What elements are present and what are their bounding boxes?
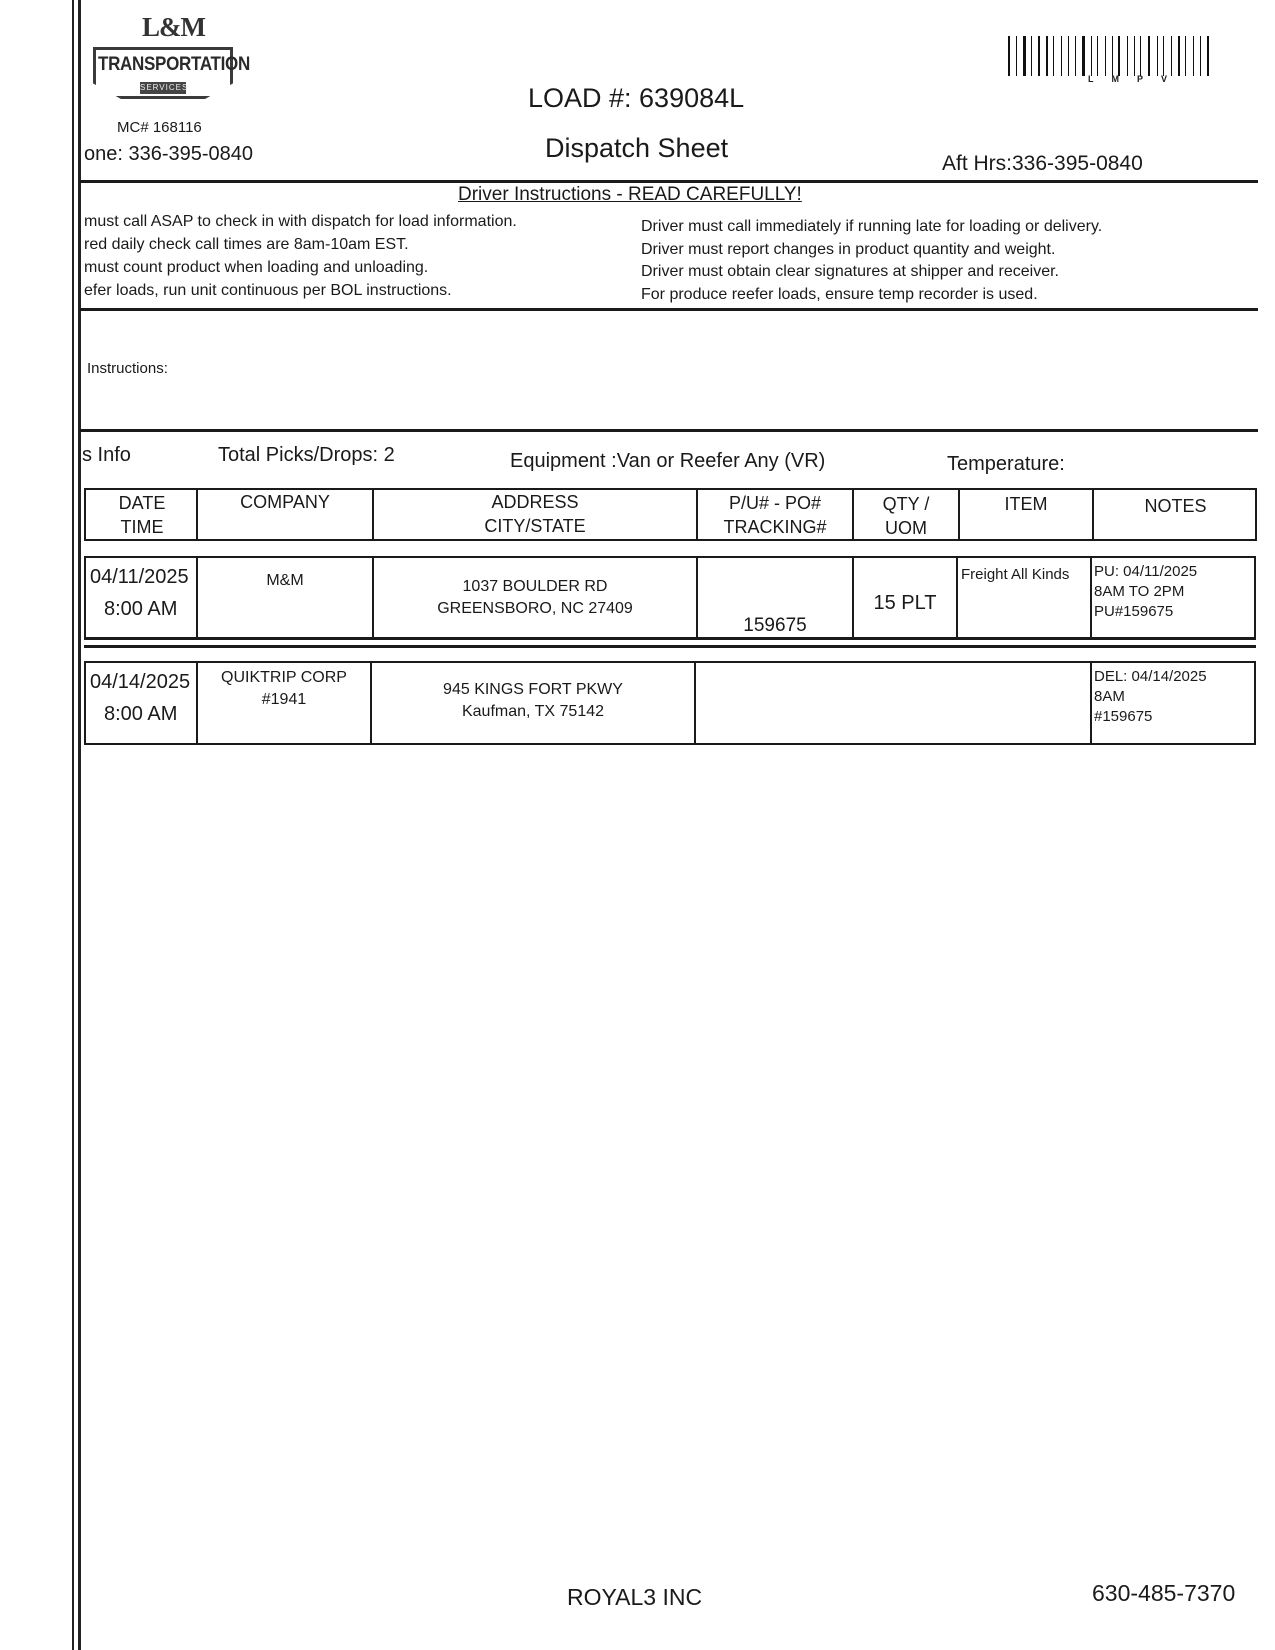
barcode-bar [1115, 36, 1116, 76]
barcode-bar [1144, 36, 1146, 76]
barcode-bar [1182, 36, 1183, 76]
barcode-bar [1112, 36, 1113, 76]
barcode-bar [1137, 36, 1138, 76]
barcode-bar [1157, 36, 1158, 76]
barcode-bar [1118, 36, 1120, 76]
barcode-bar [1160, 36, 1162, 76]
instruction-line: must count product when loading and unloading. [84, 259, 429, 276]
after-hours-phone: Aft Hrs:336-395-0840 [942, 152, 1143, 175]
barcode-bar [1193, 36, 1195, 76]
barcode-bar [1152, 36, 1153, 76]
barcode-letters: LMPV [1088, 74, 1186, 84]
instructions-left [84, 210, 517, 302]
barcode-bar [1064, 36, 1065, 76]
barcode-bar [1079, 36, 1080, 76]
barcode-bar [1082, 36, 1085, 76]
special-instructions-label: Instructions: [87, 360, 168, 377]
barcode-bar [1008, 36, 1010, 76]
stop-notes: PU: 04/11/2025 8AM TO 2PM PU#159675 [1094, 563, 1198, 620]
company-logo-subtext: SERVICES [140, 83, 189, 92]
stop-date: 04/14/2025 [90, 671, 191, 693]
barcode-bar [1097, 36, 1098, 76]
stop-tracking: 159675 [743, 615, 807, 636]
stop-time: 8:00 AM [104, 598, 178, 620]
barcode-bar [1101, 36, 1103, 76]
barcode-bar [1031, 36, 1032, 76]
header-qty-uom: QTY / UOM [882, 494, 930, 538]
header-address: ADDRESS CITY/STATE [484, 492, 586, 536]
stops-table-header [84, 488, 1257, 541]
header-pu-tracking: P/U# - PO# TRACKING# [723, 493, 827, 537]
company-logo-text: TRANSPORTATION [98, 52, 250, 75]
total-picks-drops: Total Picks/Drops: 2 [218, 444, 395, 466]
stop-qty: 15 PLT [873, 592, 937, 614]
stop-item: Freight All Kinds [961, 566, 1070, 583]
barcode-bar [1163, 36, 1164, 76]
footer-phone: 630-485-7370 [1092, 1580, 1236, 1606]
barcode-bar [1023, 36, 1026, 76]
company-logo-mark: L&M [142, 12, 205, 42]
mc-number: MC# 168116 [117, 119, 202, 136]
divider [80, 308, 1258, 311]
stop-notes: DEL: 04/14/2025 8AM #159675 [1094, 668, 1207, 725]
stop-address: 945 KINGS FORT PKWY Kaufman, TX 75142 [443, 681, 623, 720]
stop-row-delivery [84, 661, 1256, 745]
barcode-bar [1140, 36, 1141, 76]
divider [80, 429, 1258, 432]
barcode-bar [1075, 36, 1076, 76]
divider [84, 637, 1256, 640]
barcode-bar [1167, 36, 1169, 76]
barcode-bar [1171, 36, 1173, 76]
barcode-bar [1038, 36, 1040, 76]
barcode-bar [1087, 36, 1088, 76]
barcode-bar [1046, 36, 1048, 76]
barcode-bar [1053, 36, 1054, 76]
instruction-line: red daily check call times are 8am-10am EST. [84, 236, 409, 253]
barcode [1008, 36, 1215, 76]
divider [80, 180, 1258, 183]
header-notes: NOTES [1144, 496, 1207, 516]
stop-row-pickup [84, 556, 1256, 640]
left-margin-line [72, 0, 74, 1650]
header-date-time: DATE TIME [118, 493, 166, 537]
barcode-bar [1148, 36, 1151, 76]
page-title: Dispatch Sheet [545, 133, 729, 163]
barcode-bar [1050, 36, 1052, 76]
instructions-right [641, 216, 1102, 306]
barcode-bar [1061, 36, 1062, 76]
stop-time: 8:00 AM [104, 703, 178, 725]
barcode-bar [1134, 36, 1136, 76]
barcode-bar [1108, 36, 1109, 76]
barcode-bar [1207, 36, 1209, 76]
instruction-line: efer loads, run unit continuous per BOL instructions. [84, 282, 452, 299]
barcode-bar [1174, 36, 1175, 76]
left-margin-line [78, 0, 81, 1650]
barcode-bar [1028, 36, 1029, 76]
barcode-bar [1130, 36, 1131, 76]
instruction-line: Driver must call immediately if running late for loading or delivery. [641, 218, 1103, 235]
barcode-bar [1200, 36, 1201, 76]
stop-date: 04/11/2025 [90, 566, 189, 588]
barcode-bar [1035, 36, 1037, 76]
barcode-bar [1094, 36, 1095, 76]
barcode-bar [1203, 36, 1205, 76]
equipment-type: Equipment :Van or Reefer Any (VR) [510, 450, 826, 472]
header-item: ITEM [1004, 494, 1048, 514]
load-number: LOAD #: 639084L [528, 83, 745, 113]
instruction-line: Driver must report changes in product quantity and weight. [641, 240, 1056, 258]
barcode-bar [1019, 36, 1021, 76]
barcode-bar [1042, 36, 1043, 76]
barcode-bar [1016, 36, 1017, 76]
instructions-heading: Driver Instructions - READ CAREFULLY! [458, 184, 802, 205]
barcode-bar [1068, 36, 1070, 76]
barcode-bar [1013, 36, 1014, 76]
header-company: COMPANY [240, 492, 330, 512]
barcode-bar [1091, 36, 1093, 76]
barcode-bar [1185, 36, 1186, 76]
instruction-line: must call ASAP to check in with dispatch for load information. [84, 213, 517, 230]
barcode-bar [1212, 36, 1213, 76]
footer-company: ROYAL3 INC [567, 1584, 703, 1610]
load-info-label: s Info [82, 444, 131, 466]
barcode-bar [1057, 36, 1059, 76]
barcode-bar [1123, 36, 1125, 76]
barcode-bar [1105, 36, 1107, 76]
stop-company: QUIKTRIP CORP #1941 [221, 669, 347, 708]
barcode-bar [1189, 36, 1191, 76]
barcode-bar [1196, 36, 1197, 76]
barcode-bar [1127, 36, 1128, 76]
stop-company: M&M [266, 572, 304, 589]
barcode-bar [1178, 36, 1180, 76]
divider [84, 645, 1256, 648]
instruction-line: Driver must obtain clear signatures at shipper and receiver. [641, 263, 1059, 280]
phone-number: one: 336-395-0840 [84, 143, 254, 165]
temperature-label: Temperature: [947, 453, 1065, 475]
barcode-bar [1071, 36, 1073, 76]
instruction-line: For produce reefer loads, ensure temp recorder is used. [641, 285, 1038, 303]
stop-address: 1037 BOULDER RD GREENSBORO, NC 27409 [437, 578, 633, 617]
